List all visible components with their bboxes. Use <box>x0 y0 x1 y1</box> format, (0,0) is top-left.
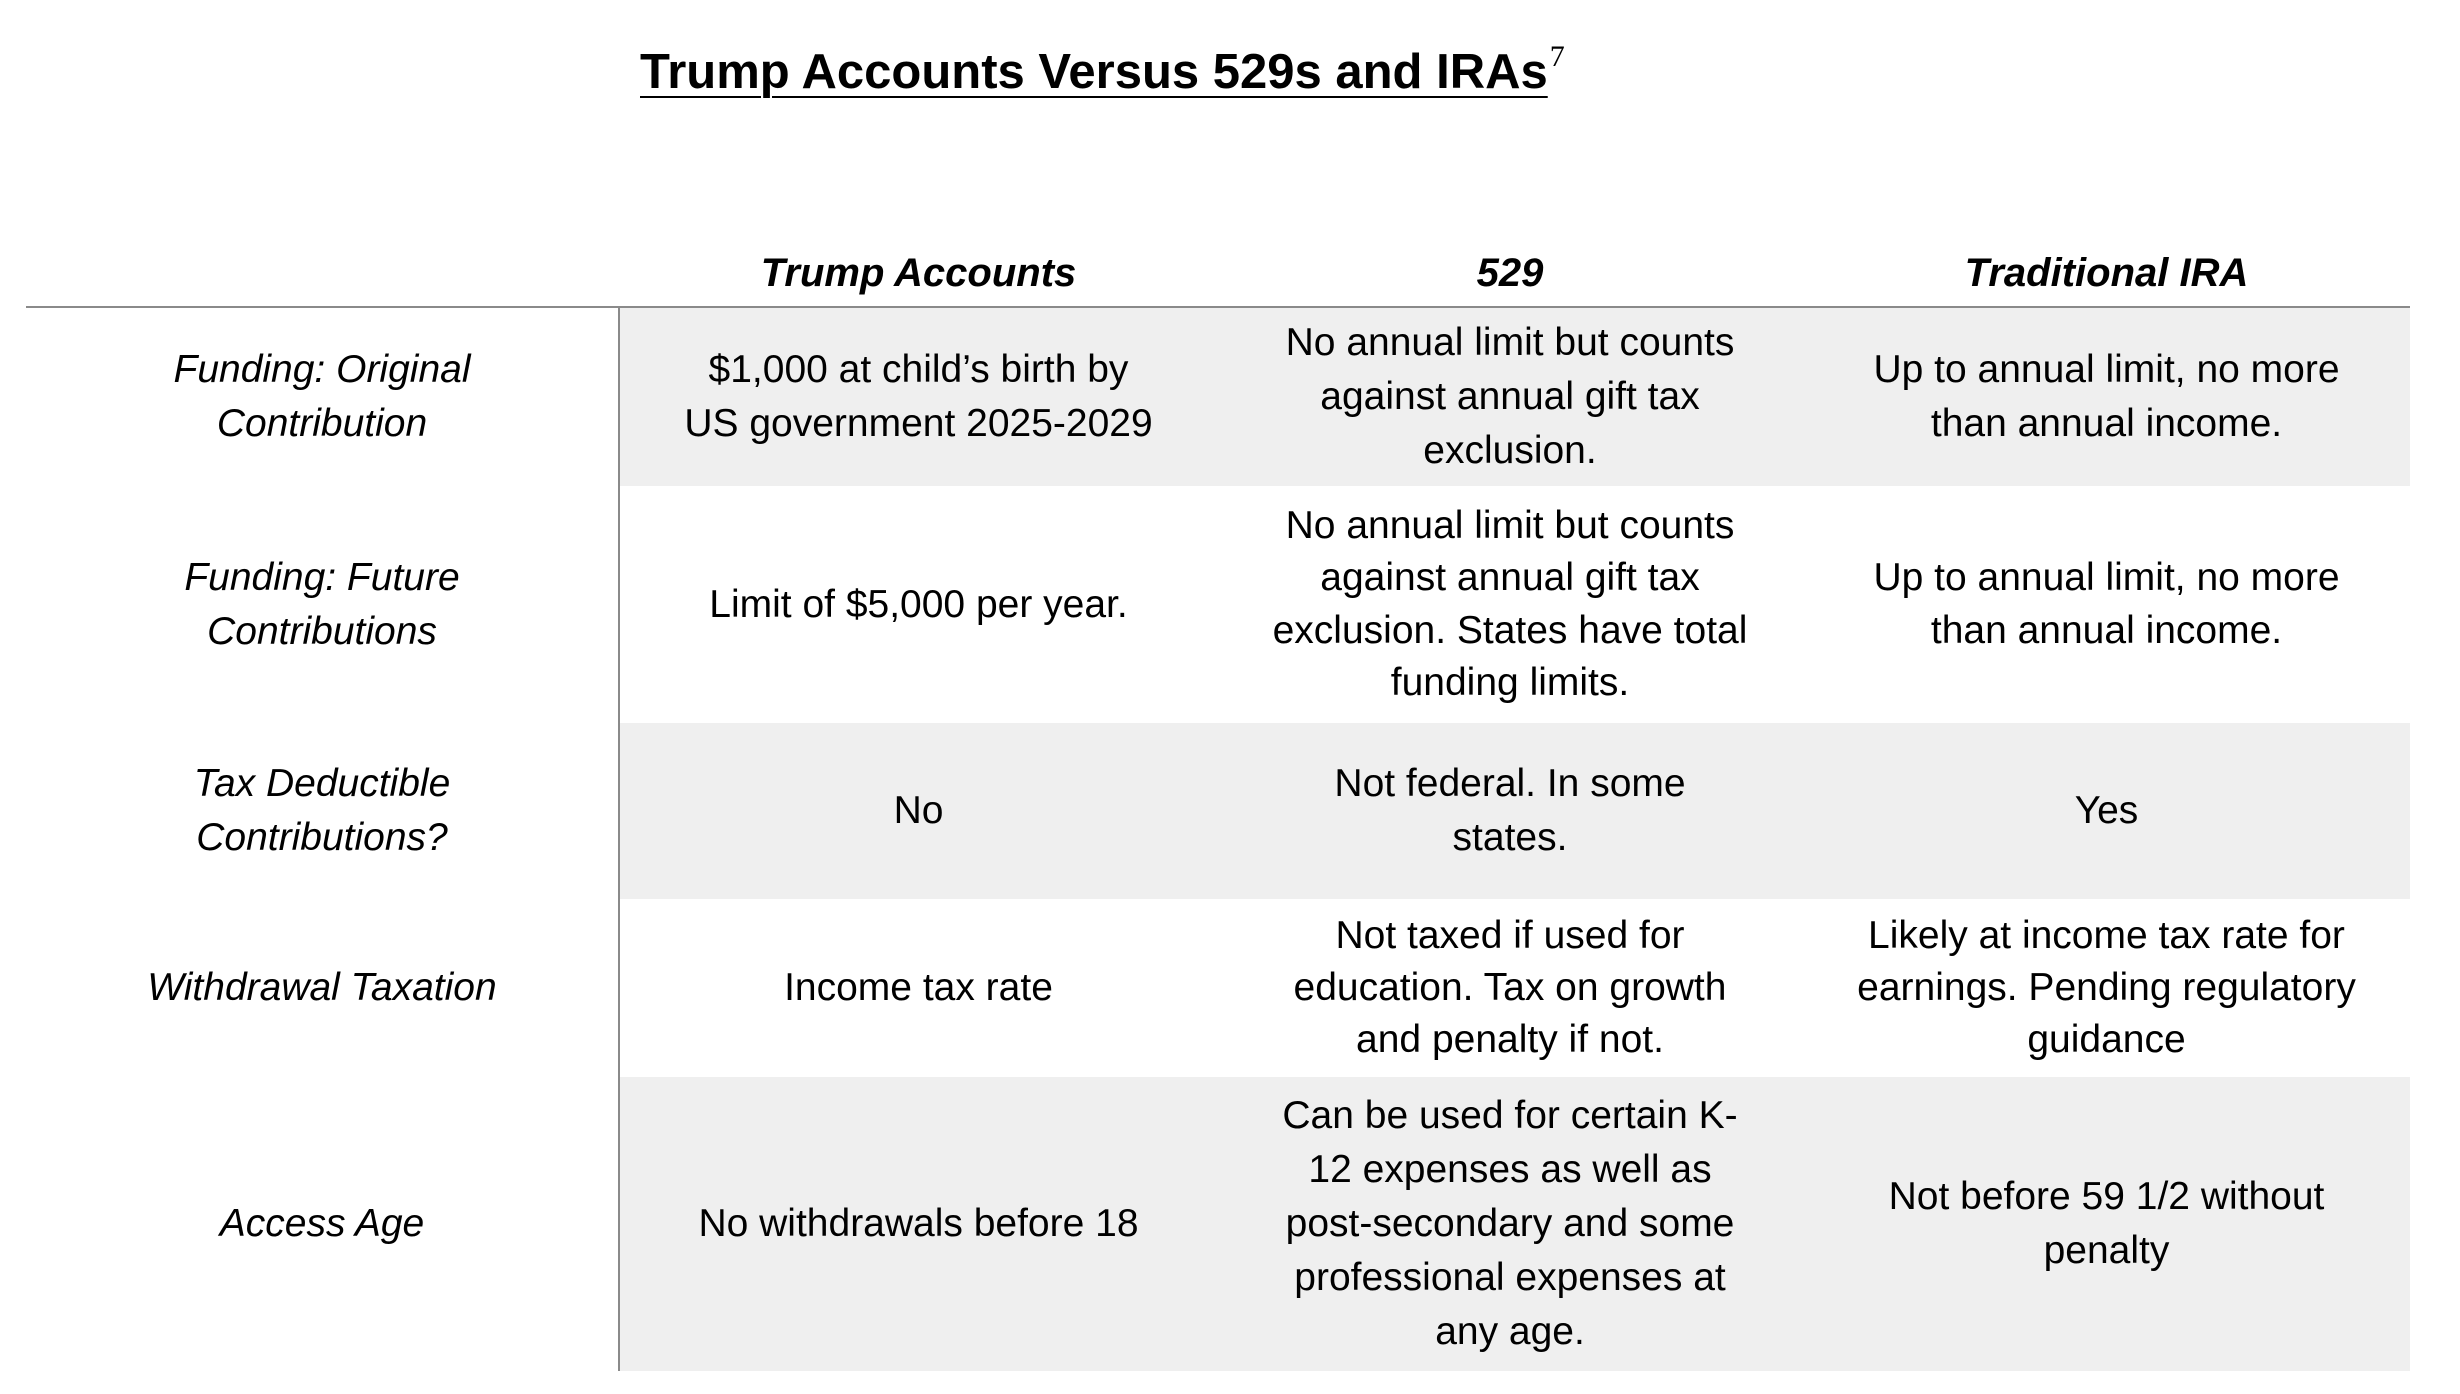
title-text: Trump Accounts Versus 529s and IRAs <box>640 45 1548 99</box>
table-row <box>26 486 2410 723</box>
plan529-cell: No annual limit but counts against annual gift tax exclusion. States have total funding limits. <box>1272 504 1748 704</box>
row-label: Tax Deductible Contributions? <box>26 723 620 899</box>
table-header-row <box>26 240 2410 308</box>
trump-cell: No withdrawals before 18 <box>620 1077 1217 1371</box>
table-row <box>26 899 2410 1077</box>
ira-cell: Likely at income tax rate for earnings. Pending regulatory guidance <box>1857 913 2356 1062</box>
table-row <box>26 308 2410 486</box>
trump-cell: Limit of $5,000 per year. <box>709 582 1128 626</box>
row-label: Access Age <box>26 1077 620 1371</box>
header-529: 529 <box>1476 251 1544 295</box>
plan529-cell: Not federal. In some states. <box>1217 723 1803 899</box>
table-row <box>26 723 2410 899</box>
ira-cell: Yes <box>1803 723 2410 899</box>
trump-cell: Income tax rate <box>784 966 1053 1010</box>
table-row <box>26 1077 2410 1371</box>
row-label: Funding: Original Contribution <box>26 308 620 486</box>
comparison-table <box>26 240 2410 1371</box>
plan529-cell: Can be used for certain K- 12 expenses as well as post-secondary and some professional expenses at any age. <box>1217 1077 1803 1371</box>
page-title <box>640 40 1565 100</box>
ira-cell: Up to annual limit, no more than annual income. <box>1803 308 2410 486</box>
ira-cell: Up to annual limit, no more than annual income. <box>1873 556 2340 652</box>
trump-cell: $1,000 at child’s birth by US government 2025-2029 <box>620 308 1217 486</box>
plan529-cell: No annual limit but counts against annual gift tax exclusion. <box>1217 308 1803 486</box>
trump-cell: No <box>620 723 1217 899</box>
row-label: Withdrawal Taxation <box>26 899 620 1077</box>
plan529-cell: Not taxed if used for education. Tax on growth and penalty if not. <box>1293 913 1727 1062</box>
header-traditional-ira: Traditional IRA <box>1964 251 2249 295</box>
ira-cell: Not before 59 1/2 without penalty <box>1803 1077 2410 1371</box>
header-empty <box>26 240 620 306</box>
header-trump-accounts: Trump Accounts <box>760 251 1077 295</box>
row-label: Funding: Future Contributions <box>26 486 620 723</box>
footnote-marker: 7 <box>1549 40 1565 73</box>
